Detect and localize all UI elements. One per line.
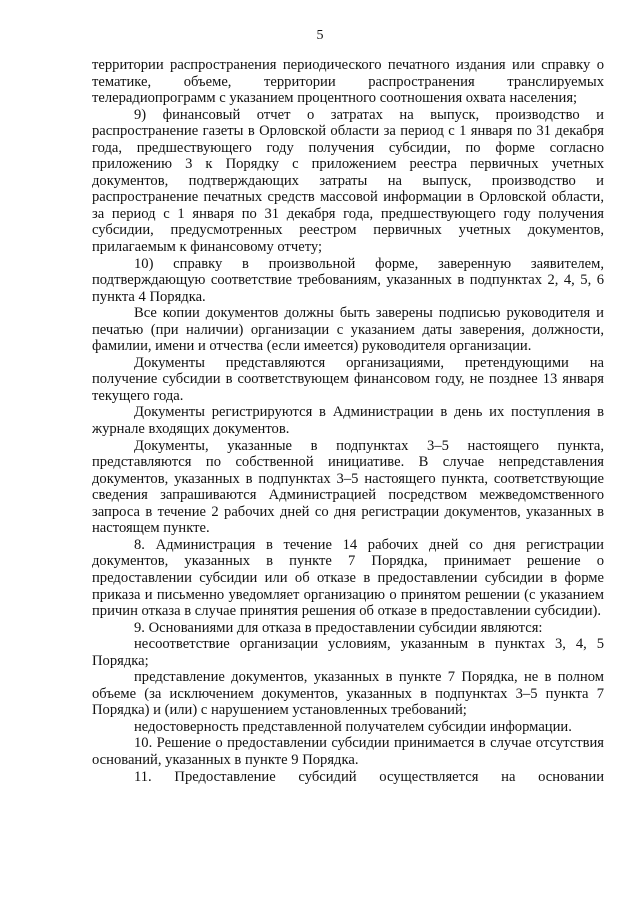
paragraph-refusal-ground-1: несоответствие организации условиям, указанным в пунктах 3, 4, 5 Порядка; bbox=[92, 636, 604, 669]
paragraph-refusal-ground-3: недостоверность представленной получателем субсидии информации. bbox=[134, 718, 572, 735]
paragraph-submission-deadline: Документы представляются организациями, претендующими на получение субсидии в соответствующем финансовом году, не позднее 13 января текущего года. bbox=[92, 354, 604, 404]
paragraph-refusal-ground-2: представление документов, указанных в пункте 7 Порядка, не в полном объеме (за исключением документов, указанных в подпунктах 3–5 пункта 7 Порядка) и (или) с нарушением установленных требований; bbox=[92, 669, 604, 719]
paragraph-section-11: 11. Предоставление субсидий осуществляется на основании bbox=[134, 768, 604, 785]
paragraph-section-8: 8. Администрация в течение 14 рабочих дней со дня регистрации документов, указанных в пункте 7 Порядка, принимает решение о предоставлении субсидии или об отказе в предоставлении субсидии в форме приказа и письменно уведомляет организацию о принятом решении (с указанием причин отказа в случае принятия решения об отказе в предоставлении субсидии). bbox=[92, 536, 604, 620]
paragraph-item-9: 9) финансовый отчет о затратах на выпуск, производство и распространение газеты в Орловской области за период с 1 января по 31 декабря года, предшествующего году получения субсидии, по форме согласно приложению 3 к Порядку с приложением реестра первичных учетных документов, подтверждающих затраты на выпуск, производство и распространение печатных средств массовой информации в Орловской области, за период с 1 января по 31 декабря года, предшествующего году получения субсидии, предусмотренных реестром первичных учетных документов, прилагаемым к финансовому отчету; bbox=[92, 106, 604, 256]
paragraph-continuation: территории распространения периодического печатного издания или справку о тематике, объеме, территории распространения транслируемых телерадиопрограмм с указанием процентного соотношения охвата населения; bbox=[92, 57, 604, 107]
paragraph-registration: Документы регистрируются в Администрации в день их поступления в журнале входящих документов. bbox=[92, 404, 604, 438]
paragraph-item-10: 10) справку в произвольной форме, заверенную заявителем, подтверждающую соответствие требованиям, указанных в подпунктах 2, 4, 5, 6 пункта 4 Порядка. bbox=[92, 255, 604, 305]
paragraph-own-initiative: Документы, указанные в подпунктах 3–5 настоящего пункта, представляются по собственной инициативе. В случае непредставления документов, указанных в подпунктах 3–5 настоящего пункта, соответствующие сведения запрашиваются Администрацией посредством межведомственного запроса в течение 2 рабочих дней со дня регистрации документов, указанных в настоящем пункте. bbox=[92, 437, 604, 537]
document-body bbox=[92, 57, 604, 785]
paragraph-section-10: 10. Решение о предоставлении субсидии принимается в случае отсутствия оснований, указанных в пункте 9 Порядка. bbox=[92, 735, 604, 768]
paragraph-section-9: 9. Основаниями для отказа в предоставлении субсидии являются: bbox=[134, 619, 543, 636]
paragraph-copies-certification: Все копии документов должны быть заверены подписью руководителя и печатью (при наличии) организации с указанием даты заверения, должности, фамилии, имени и отчества (если имеется) руководителя организации. bbox=[92, 305, 604, 355]
page-number: 5 bbox=[316, 28, 324, 43]
